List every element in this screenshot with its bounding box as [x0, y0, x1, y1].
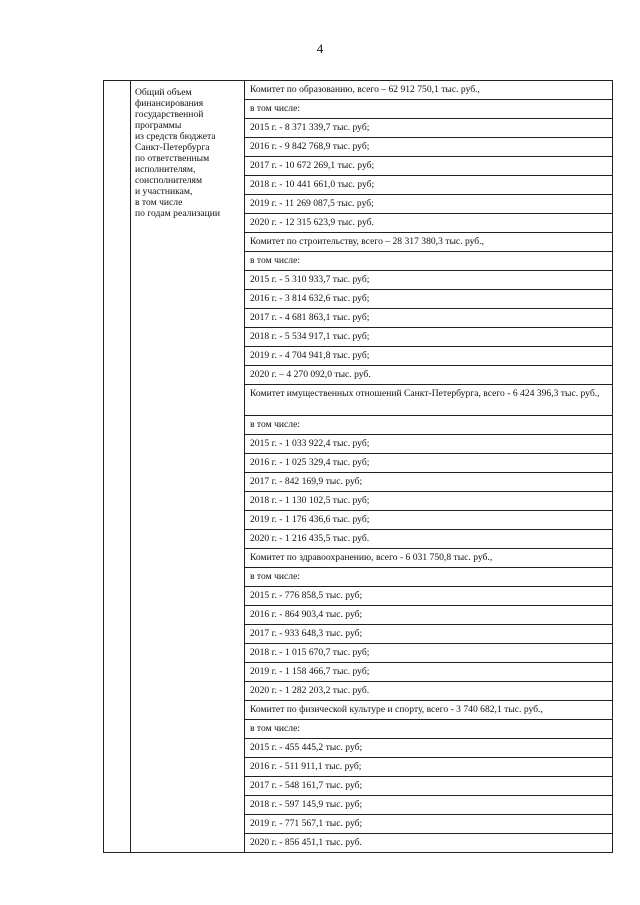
year-amount: 2017 г. - 10 672 269,1 тыс. руб;: [245, 156, 612, 175]
year-amount: 2015 г. - 455 445,2 тыс. руб;: [245, 738, 612, 757]
description-line: и участникам,: [135, 186, 193, 197]
year-amount: 2017 г. - 842 169,9 тыс. руб;: [245, 472, 612, 491]
description-line: исполнителям,: [135, 164, 196, 175]
committee-subheader: в том числе:: [245, 251, 612, 270]
year-amount: 2018 г. - 5 534 917,1 тыс. руб;: [245, 327, 612, 346]
description-line: в том числе: [135, 197, 183, 208]
committee-header: Комитет по строительству, всего – 28 317 380,3 тыс. руб.,: [245, 232, 612, 251]
row-number-cell: [104, 81, 131, 853]
year-amount: 2016 г. - 9 842 768,9 тыс. руб;: [245, 137, 612, 156]
year-amount: 2019 г. - 1 158 466,7 тыс. руб;: [245, 662, 612, 681]
description-line: государственной: [135, 109, 204, 120]
year-amount: 2017 г. - 4 681 863,1 тыс. руб;: [245, 308, 612, 327]
description-line: из средств бюджета: [135, 131, 216, 142]
year-amount: 2018 г. - 1 130 102,5 тыс. руб;: [245, 491, 612, 510]
description-line: Санкт-Петербурга: [135, 142, 210, 153]
year-amount: 2016 г. - 511 911,1 тыс. руб;: [245, 757, 612, 776]
description-line: соисполнителям: [135, 175, 203, 186]
year-amount: 2020 г. - 1 216 435,5 тыс. руб.: [245, 529, 612, 548]
year-amount: 2019 г. - 11 269 087,5 тыс. руб;: [245, 194, 612, 213]
funding-details-cell: [245, 81, 613, 853]
year-amount: 2018 г. - 597 145,9 тыс. руб;: [245, 795, 612, 814]
table-row: [104, 81, 613, 853]
year-amount: 2015 г. - 5 310 933,7 тыс. руб;: [245, 270, 612, 289]
year-amount: 2017 г. - 933 648,3 тыс. руб;: [245, 624, 612, 643]
year-amount: 2015 г. - 1 033 922,4 тыс. руб;: [245, 434, 612, 453]
year-amount: 2015 г. - 776 858,5 тыс. руб;: [245, 586, 612, 605]
year-amount: 2019 г. - 1 176 436,6 тыс. руб;: [245, 510, 612, 529]
description-cell: [131, 81, 245, 853]
committee-subheader: в том числе:: [245, 567, 612, 586]
funding-table: [103, 80, 613, 853]
year-amount: 2020 г. - 856 451,1 тыс. руб.: [245, 833, 612, 852]
year-amount: 2020 г. – 4 270 092,0 тыс. руб.: [245, 365, 612, 384]
description-line: по годам реализации: [135, 208, 221, 219]
committee-header: Комитет имущественных отношений Санкт-Петербурга, всего - 6 424 396,3 тыс. руб.,: [245, 384, 612, 415]
year-amount: 2018 г. - 10 441 661,0 тыс. руб;: [245, 175, 612, 194]
committee-subheader: в том числе:: [245, 415, 612, 434]
year-amount: 2020 г. - 12 315 623,9 тыс. руб.: [245, 213, 612, 232]
committee-header: Комитет по образованию, всего – 62 912 750,1 тыс. руб.,: [250, 84, 480, 95]
description-line: по ответственным: [135, 153, 210, 164]
year-amount: 2018 г. - 1 015 670,7 тыс. руб;: [245, 643, 612, 662]
description-line: финансирования: [135, 98, 204, 109]
year-amount: 2020 г. - 1 282 203,2 тыс. руб.: [245, 681, 612, 700]
description-line: Общий объем: [135, 87, 192, 98]
year-amount: 2019 г. - 4 704 941,8 тыс. руб;: [245, 346, 612, 365]
committee-header: Комитет по физической культуре и спорту, всего - 3 740 682,1 тыс. руб.,: [245, 700, 612, 719]
year-amount: 2016 г. - 864 903,4 тыс. руб;: [245, 605, 612, 624]
year-amount: 2015 г. - 8 371 339,7 тыс. руб;: [245, 118, 612, 137]
committee-subheader: в том числе:: [245, 719, 612, 738]
year-amount: 2017 г. - 548 161,7 тыс. руб;: [245, 776, 612, 795]
page-number: 4: [316, 41, 324, 56]
year-amount: 2016 г. - 3 814 632,6 тыс. руб;: [245, 289, 612, 308]
committee-header: Комитет по здравоохранению, всего - 6 031 750,8 тыс. руб.,: [245, 548, 612, 567]
description-line: программы: [135, 120, 182, 131]
year-amount: 2016 г. - 1 025 329,4 тыс. руб;: [245, 453, 612, 472]
year-amount: 2019 г. - 771 567,1 тыс. руб;: [245, 814, 612, 833]
committee-subheader: в том числе:: [245, 99, 612, 118]
